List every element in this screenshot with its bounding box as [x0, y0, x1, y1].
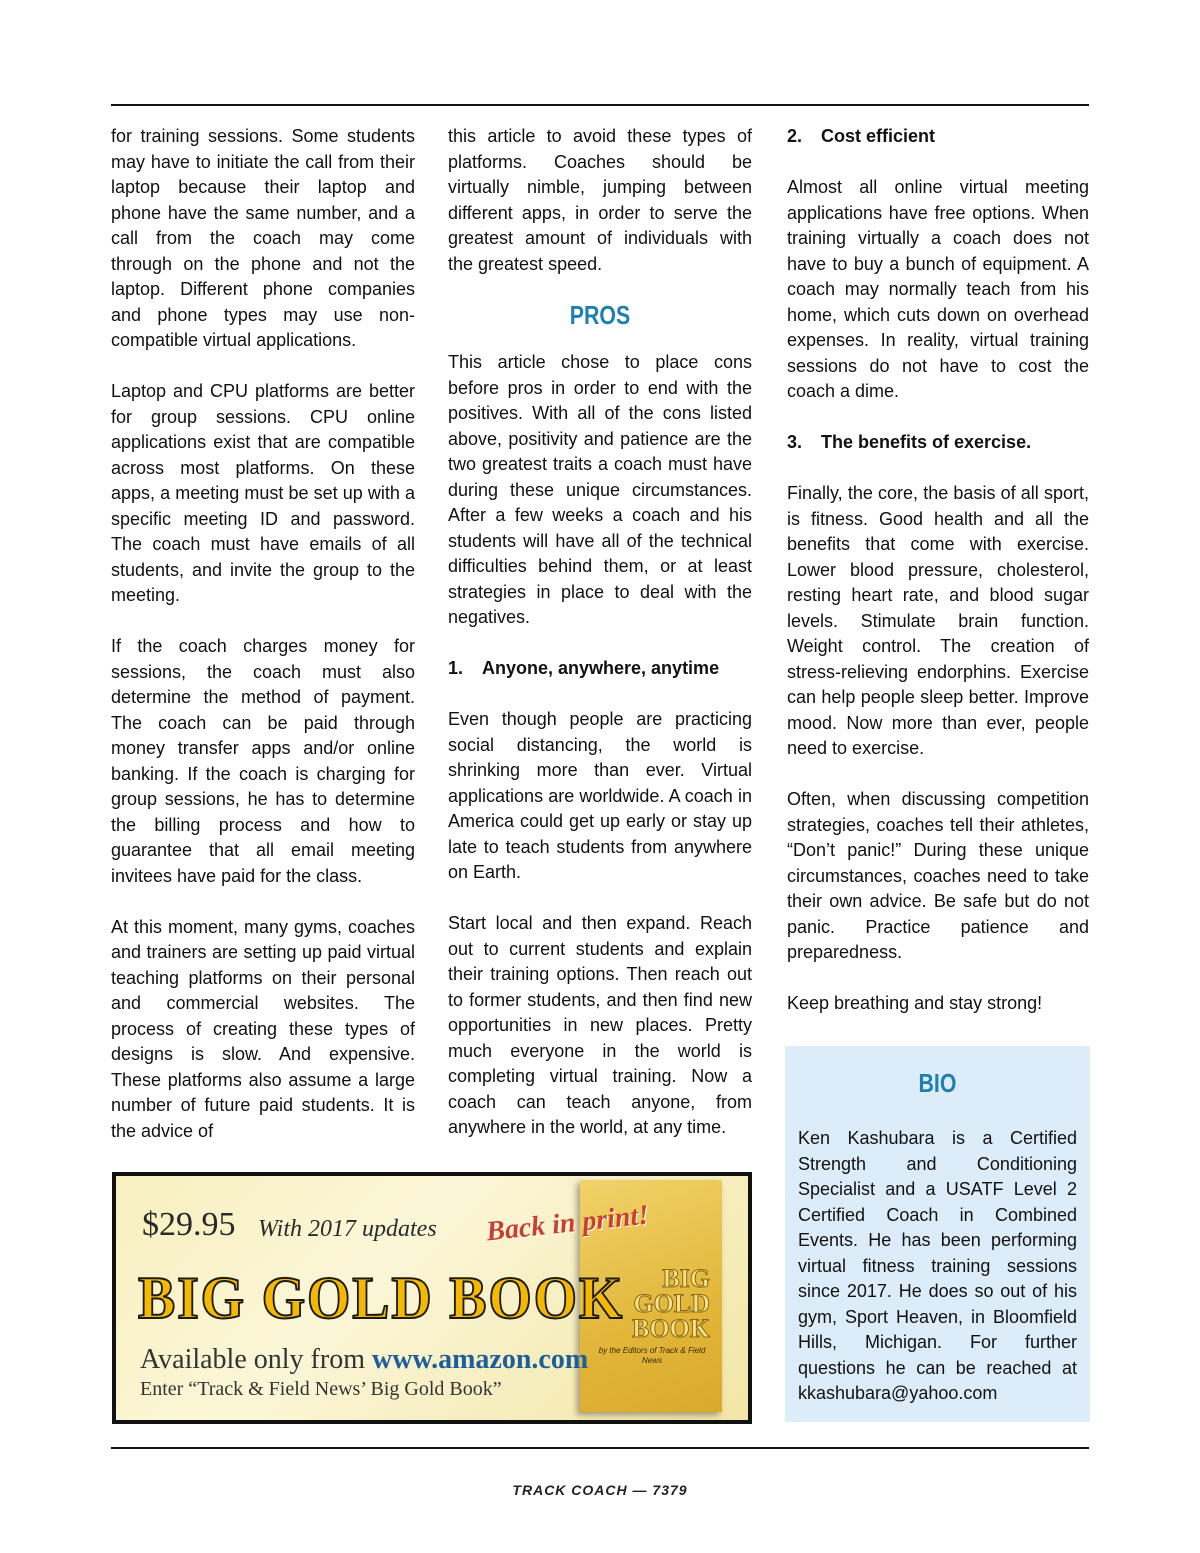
- column-2: [448, 124, 752, 1166]
- top-rule: [111, 104, 1089, 106]
- pros-heading: PROS: [569, 299, 631, 330]
- book-cover-title: BIG GOLD BOOK: [631, 1264, 710, 1343]
- book-advertisement[interactable]: [112, 1172, 752, 1424]
- bio-box: [785, 1046, 1090, 1422]
- paragraph: Even though people are practicing social distancing, the world is shrinking more than ever. Virtual applications are worldwide. A coach in America could get up early or stay up late to teach students from anywhere on Earth.: [448, 709, 752, 882]
- item-title: The benefits of exercise.: [821, 432, 1032, 452]
- ad-back-in-print: Back in print!: [484, 1199, 651, 1248]
- ad-url-link[interactable]: www.amazon.com: [371, 1344, 589, 1375]
- paragraph: this article to avoid these types of platforms. Coaches should be virtually nimble, jumping between different apps, in order to serve the greatest amount of individuals with the greatest speed.: [448, 126, 752, 274]
- paragraph: This article chose to place cons before pros in order to end with the positives. With all of the cons listed above, positivity and patience are the two greatest traits a coach must have during these unique circumstances. After a few weeks a coach and his students will have all of the technical difficulties behind them, or at least strategies in place to deal with the negatives.: [448, 352, 752, 627]
- paragraph: Almost all online virtual meeting applications have free options. When training virtually a coach does not have to buy a bunch of equipment. A coach may normally teach from his home, which cuts down on overhead expenses. In reality, virtual training sessions do not have to cost the coach a dime.: [787, 177, 1089, 401]
- numbered-heading-3: [787, 430, 1089, 456]
- item-number: 3.: [787, 432, 803, 452]
- numbered-heading-1: [448, 656, 752, 682]
- item-title: Cost efficient: [821, 126, 936, 146]
- paragraph: Finally, the core, the basis of all sport, is fitness. Good health and all the benefits that come with exercise. Lower blood pressure, cholesterol, resting heart rate, and blood sugar levels. Stimulate brain function. Weight control. The creation of stress-relieving endorphins. Exercise can help people sleep better. Improve mood. Now more than ever, people need to exercise.: [787, 483, 1089, 758]
- item-number: 2.: [787, 126, 803, 146]
- paragraph: If the coach charges money for sessions, the coach must also determine the method of payment. The coach can be paid through money transfer apps and/or online banking. If the coach is charging for group sessions, he has to determine the billing process and how to guarantee that all email meeting invitees have paid for the class.: [111, 636, 415, 886]
- item-number: 1.: [448, 658, 464, 678]
- paragraph: At this moment, many gyms, coaches and trainers are setting up paid virtual teaching platforms on their personal and commercial websites. The process of creating these types of designs is slow. And expensive. These platforms also assume a large number of future paid students. It is the advice of: [111, 916, 415, 1141]
- bio-text: Ken Kashubara is a Certified Strength and Conditioning Specialist and a USATF Level 2 Certified Coach in Combined Events. He has been performing virtual fitness training sessions since 2017. He does so out of his gym, Sport Heaven, in Bloomfield Hills, Michigan. For further questions he can be reached at kkashubara@yahoo.com: [798, 1128, 1077, 1403]
- item-title: Anyone, anywhere, anytime: [482, 658, 720, 678]
- column-3: [787, 124, 1089, 1042]
- paragraph: Keep breathing and stay strong!: [787, 993, 1043, 1013]
- paragraph: for training sessions. Some students may have to initiate the call from their laptop because their laptop and phone have the same number, and a call from the coach may come through on the phone and not the laptop. Different phone companies and phone types may use non-compatible virtual applications.: [111, 126, 415, 350]
- ad-title: BIG GOLD BOOK: [138, 1265, 625, 1331]
- numbered-heading-2: [787, 124, 1089, 150]
- ad-updates: With 2017 updates: [258, 1216, 437, 1242]
- ad-search-instruction: Enter “Track & Field News’ Big Gold Book”: [140, 1378, 502, 1400]
- book-cover-subtitle: by the Editors of Track & Field News: [598, 1346, 706, 1365]
- bottom-rule: [111, 1447, 1089, 1449]
- paragraph: Often, when discussing competition strategies, coaches tell their athletes, “Don’t panic!” During these unique circumstances, coaches need to take their own advice. Be safe but do not panic. Practice patience and preparedness.: [787, 789, 1089, 962]
- paragraph: Start local and then expand. Reach out to current students and explain their training options. Then reach out to former students, and then find new opportunities in new places. Pretty much everyone in the world is completing virtual training. Now a coach can teach anyone, from anywhere in the world, at any time.: [448, 913, 752, 1137]
- page-footer: TRACK COACH — 7379: [512, 1482, 688, 1498]
- column-1: [111, 124, 415, 1170]
- ad-availability: Available only from www.amazon.com: [140, 1344, 589, 1375]
- paragraph: Laptop and CPU platforms are better for group sessions. CPU online applications exist that are compatible across most platforms. On these apps, a meeting must be set up with a specific meeting ID and password. The coach must have emails of all students, and invite the group to the meeting.: [111, 381, 415, 605]
- bio-heading: BIO: [918, 1068, 957, 1098]
- ad-price: $29.95: [142, 1206, 236, 1243]
